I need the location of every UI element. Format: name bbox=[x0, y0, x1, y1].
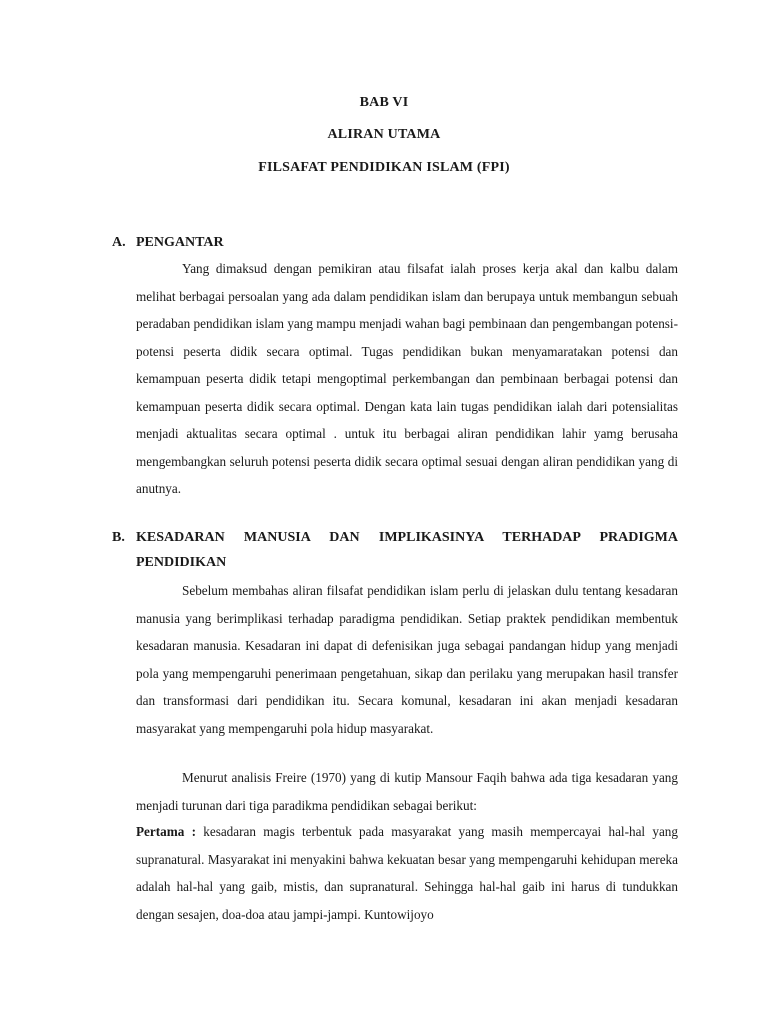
section-b-title-line-1: KESADARAN MANUSIA DAN IMPLIKASINYA TERHADAP PRADIGMA bbox=[136, 530, 678, 545]
pertama-label: Pertama : bbox=[136, 824, 196, 839]
section-a-paragraph: Yang dimaksud dengan pemikiran atau filsafat ialah proses kerja akal dan kalbu dalam melihat berbagai persoalan yang ada dalam pendidikan islam dan berupaya untuk membangun sebuah peradaban pendidikan islam yang mampu menjadi wahan bagi pembinaan dan pengembangan potensi-potensi peserta didik secara optimal. Tugas pendidikan bukan menyamaratakan potensi dan kemampuan peserta didik tetapi mengoptimal perkembangan dan pembinaan berbagai potensi dan kemampuan peserta didik secara optimal. Dengan kata lain tugas pendidikan ialah dari potensialitas menjadi aktualitas secara optimal . untuk itu berbagai aliran pendidikan lahir yamg berusaha mengembangkan seluruh potensi peserta didik secara optimal sesuai dengan aliran pendidikan yang di anutnya. bbox=[136, 261, 678, 496]
title-line-2: FILSAFAT PENDIDIKAN ISLAM (FPI) bbox=[258, 160, 510, 175]
pertama-text: kesadaran magis terbentuk pada masyarakat yang masih mempercayai hal-hal yang supranatural. Masyarakat ini menyakini bahwa kekuatan besar yang mempengaruhi kehidupan mereka adalah hal-hal yang gaib, mistis, dan supranatural. Sehingga hal-hal gaib ini harus di tundukkan dengan sesajen, doa-doa atau jampi-jampi. Kuntowijoyo bbox=[136, 824, 678, 922]
section-b-heading bbox=[112, 525, 678, 550]
chapter-label: BAB VI bbox=[359, 95, 409, 110]
section-b-marker: B. bbox=[112, 530, 125, 545]
section-b-title-line-2: PENDIDIKAN bbox=[136, 555, 227, 570]
section-b-paragraph-pertama bbox=[136, 818, 678, 928]
section-a-heading bbox=[112, 230, 678, 255]
section-a-title: PENGANTAR bbox=[136, 235, 224, 250]
section-b-paragraph-2: Menurut analisis Freire (1970) yang di kutip Mansour Faqih bahwa ada tiga kesadaran yang menjadi turunan dari tiga paradikma pendidikan sebagai berikut: bbox=[136, 770, 678, 813]
title-line-1: ALIRAN UTAMA bbox=[327, 127, 441, 142]
section-b-paragraph-1: Sebelum membahas aliran filsafat pendidikan islam perlu di jelaskan dulu tentang kesadaran manusia yang berimplikasi terhadap paradigma pendidikan. Setiap praktek pendidikan membentuk kesadaran manusia. Kesadaran ini dapat di defenisikan juga sebagai pandangan hidup yang menjadi pola yang mempengaruhi penerimaan pengetahuan, sikap dan perilaku yang merupakan hasil transfer dan transformasi dari pendidikan itu. Secara komunal, kesadaran ini akan menjadi kesadaran masyarakat yang mempengaruhi pola hidup masyarakat. bbox=[136, 583, 678, 736]
section-a-marker: A. bbox=[112, 235, 126, 250]
